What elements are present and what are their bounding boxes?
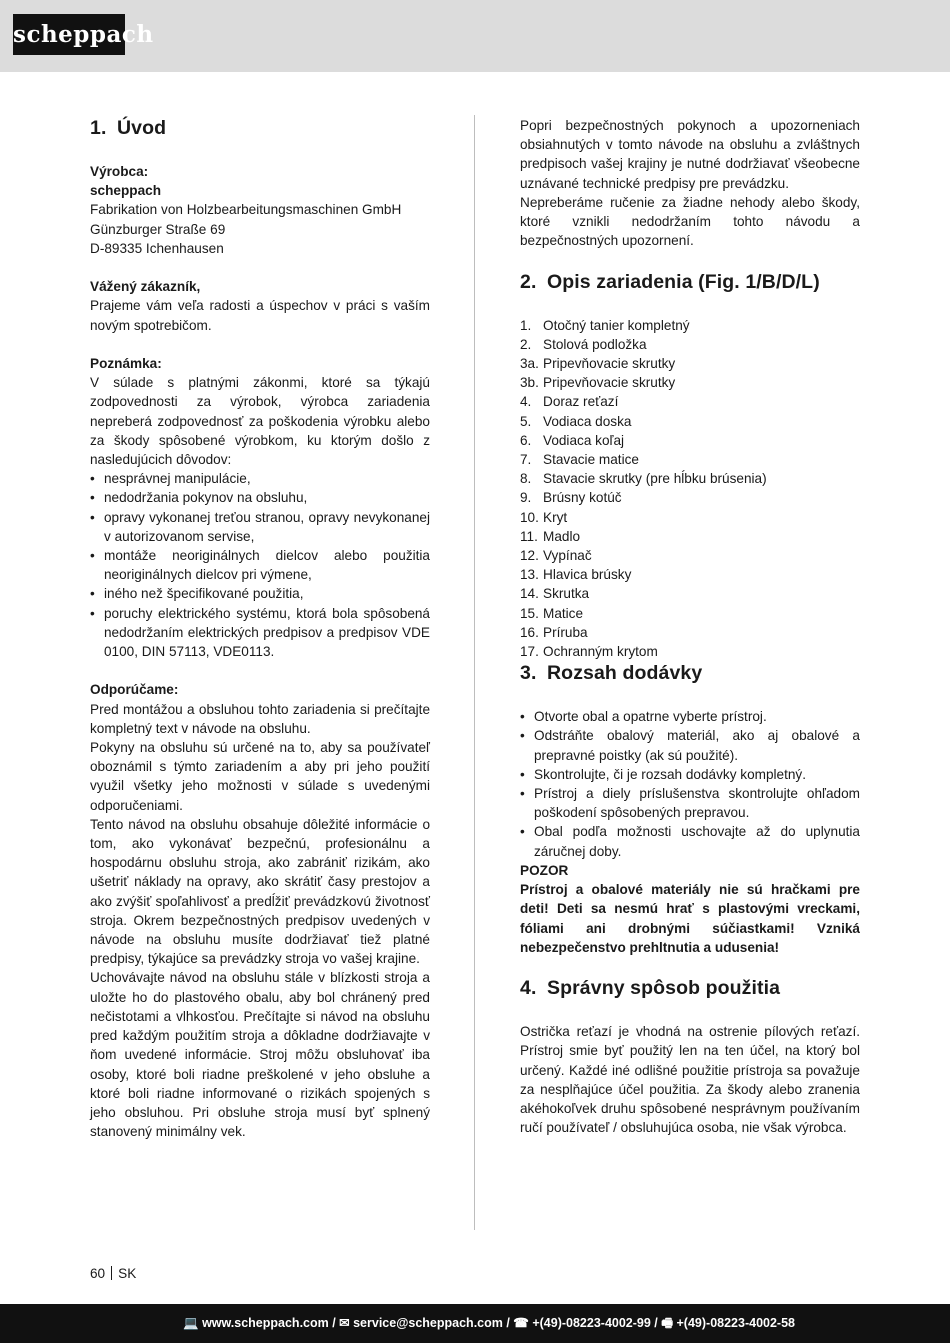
list-item: • Obal podľa možnosti uschovajte až do uplynutia záručnej doby.: [520, 822, 860, 860]
list-item: • nedodržania pokynov na obsluhu,: [90, 488, 430, 507]
list-item: 8. Stavacie skrutky (pre hĺbku brúsenia): [520, 471, 767, 487]
greeting-label: Vážený zákazník,: [90, 279, 201, 295]
manufacturer-name: scheppach: [90, 183, 162, 199]
list-item: 13. Hlavica brúsky: [520, 567, 632, 583]
warning-label: POZOR: [520, 862, 569, 878]
list-item: 9. Brúsny kotúč: [520, 490, 622, 506]
list-item: 11. Madlo: [520, 528, 581, 544]
left-column: [90, 116, 430, 1141]
list-item: 12. Vypínač: [520, 548, 592, 564]
page-number: 60: [90, 1266, 106, 1281]
note-block: [90, 354, 430, 661]
paragraph: Nepreberáme ručenie za žiadne nehody alebo škody, ktoré vznikli nedodržaním tohto návodu a bezpečnostných upozornení.: [520, 194, 860, 249]
paragraph: Tento návod na obsluhu obsahuje dôležité informácie o tom, ako vykonávať bezpečnú, profesionálnu a hospodárnu obsluhu stroja, ako zabrániť rizikám, ako ušetriť náklady na opravy, ako skrátiť časy prestojov a ako zvýšiť spoľahlivosť a predĺžiť prevádzkovú životnosť stroja. Okrem bezpečnostných predpisov uvedených v návode na obsluhu musíte dodržiavať tiež platné predpisy, týkajúce sa prevádzky stroja vo vašej krajine.: [90, 816, 430, 967]
list-item: • Prístroj a diely príslušenstva skontrolujte ohľadom poškodení spôsobených prepravou.: [520, 784, 860, 822]
paragraph: Uchovávajte návod na obsluhu stále v blízkosti stroja a uložte ho do plastového obalu, aby bol chránený pred nečistotami a vlhkosťou. Prečítajte si návod na obsluhu pred každým použitím stroja a dôkladne dodržiavajte v ňom uvedené informácie. Stroj môžu obsluhovať iba osoby, ktoré boli riadne preškolené v jeho obsluhe a ktoré boli riadne informované o rizikách spojených s jeho obsluhou. Pri obsluhe stroja musí byť splnený stanovený minimálny vek.: [90, 970, 430, 1140]
header-bar: [0, 0, 950, 72]
paragraph: Pred montážou a obsluhou tohto zariadenia si prečítajte kompletný text v návode na obsluhu.: [90, 701, 430, 736]
right-column: [520, 116, 860, 1137]
delivery-list: [520, 707, 860, 861]
list-item: 6. Vodiaca koľaj: [520, 432, 625, 448]
section-heading-delivery: 3. Rozsah dodávky: [520, 662, 703, 685]
warning-text: Prístroj a obalové materiály nie sú hračkami pre deti! Deti sa nesmú hrať s plastovými vreckami, fóliami ani drobnými súčiastkami! Vzniká nebezpečenstvo prehltnutia a udusenia!: [520, 882, 860, 955]
column-divider: [474, 115, 475, 1230]
list-item: • nesprávnej manipulácie,: [90, 469, 430, 488]
list-item: 17. Ochranným krytom: [520, 644, 658, 660]
manufacturer-city: D-89335 Ichenhausen: [90, 240, 224, 256]
recommendation-block: [90, 680, 430, 1141]
list-item: 4. Doraz reťazí: [520, 394, 619, 410]
intro-block: [520, 116, 860, 250]
list-item: 3a. Pripevňovacie skrutky: [520, 356, 676, 372]
manufacturer-company: Fabrikation von Holzbearbeitungsmaschinen GmbH: [90, 202, 402, 218]
manufacturer-label: Výrobca:: [90, 164, 149, 179]
list-item: 14. Skrutka: [520, 586, 590, 602]
list-item: 16. Príruba: [520, 624, 588, 640]
list-item: 7. Stavacie matice: [520, 452, 639, 468]
list-item: 5. Vodiaca doska: [520, 413, 632, 429]
scheppach-logo: scheppach: [13, 14, 125, 55]
list-item: • Odstráňte obalový materiál, ako aj obalové a prepravné poistky (ak sú použité).: [520, 726, 860, 764]
greeting-text: Prajeme vám veľa radosti a úspechov v práci s vaším novým spotrebičom.: [90, 298, 430, 333]
footer-separator: [111, 1266, 112, 1280]
list-item: 15. Matice: [520, 605, 584, 621]
manufacturer-block: [90, 162, 430, 258]
contact-bar: [0, 1304, 950, 1343]
manufacturer-street: Günzburger Straße 69: [90, 221, 226, 237]
section-heading-description: 2. Opis zariadenia (Fig. 1/B/D/L): [520, 270, 820, 293]
paragraph: Pokyny na obsluhu sú určené na to, aby sa používateľ oboznámil s týmto zariadením a aby pri jeho použití využil všetky jeho možnosti v súlade s uvedenými odporučeniami.: [90, 740, 430, 813]
parts-list: [520, 316, 860, 662]
list-item: 3b. Pripevňovacie skrutky: [520, 375, 676, 391]
list-item: • opravy vykonanej treťou stranou, opravy nevykonanej v autorizovanom servise,: [90, 508, 430, 546]
warning-block: [520, 861, 860, 957]
list-item: • Skontrolujte, či je rozsah dodávky kompletný.: [520, 765, 860, 784]
note-text: V súlade s platnými zákonmi, ktoré sa týkajú zodpovednosti za výrobok, výrobca zariadenia nepreberá zodpovednosť za poškodenia výrobku alebo za škody spôsobené výrobkom, ku ktorým došlo z nasledujúcich dôvodov:: [90, 375, 430, 468]
paragraph: Popri bezpečnostných pokynoch a upozorneniach obsiahnutých v tomto návode na obsluhu a zvláštnych predpisoch vašej krajiny je nutné dodržiavať všeobecne uznávané technické predpisy pre prevádzku.: [520, 118, 860, 191]
list-item: • Otvorte obal a opatrne vyberte prístroj.: [520, 707, 860, 726]
contact-info: 💻 www.scheppach.com / ✉ service@scheppach.com / ☎ +(49)-08223-4002-99 / 🖷 +(49)-08223-4002-58: [183, 1316, 795, 1330]
list-item: 2. Stolová podložka: [520, 336, 647, 352]
list-item: 1. Otočný tanier kompletný: [520, 317, 690, 333]
list-item: 10. Kryt: [520, 509, 568, 525]
greeting-block: [90, 277, 430, 335]
list-item: • montáže neoriginálnych dielcov alebo použitia neoriginálnych dielcov pri výmene,: [90, 546, 430, 584]
section-heading-intro: 1. Úvod: [90, 117, 167, 139]
note-list: [90, 469, 430, 661]
list-item: • iného než špecifikované použitia,: [90, 584, 430, 603]
language-code: SK: [118, 1266, 137, 1281]
section-heading-intended-use: 4. Správny spôsob použitia: [520, 977, 781, 1000]
page-footer: [90, 1264, 136, 1283]
intended-use-text: Ostrička reťazí je vhodná na ostrenie pílových reťazí. Prístroj smie byť použitý len na ten účel, na ktorý bol určený. Každé iné odlišné použitie prístroja sa považuje za nesplňajúce účel použitia. Za škody alebo zranenia akéhokoľvek druhu spôsobené nesprávnym používaním ručí používateľ / obsluhujúca osoba, nie však výrobca.: [520, 1024, 860, 1136]
recommendation-label: Odporúčame:: [90, 682, 179, 698]
note-label: Poznámka:: [90, 356, 162, 371]
list-item: • poruchy elektrického systému, ktorá bola spôsobená nedodržaním elektrických predpisov a predpisov VDE 0100, DIN 57113, VDE0113.: [90, 604, 430, 662]
